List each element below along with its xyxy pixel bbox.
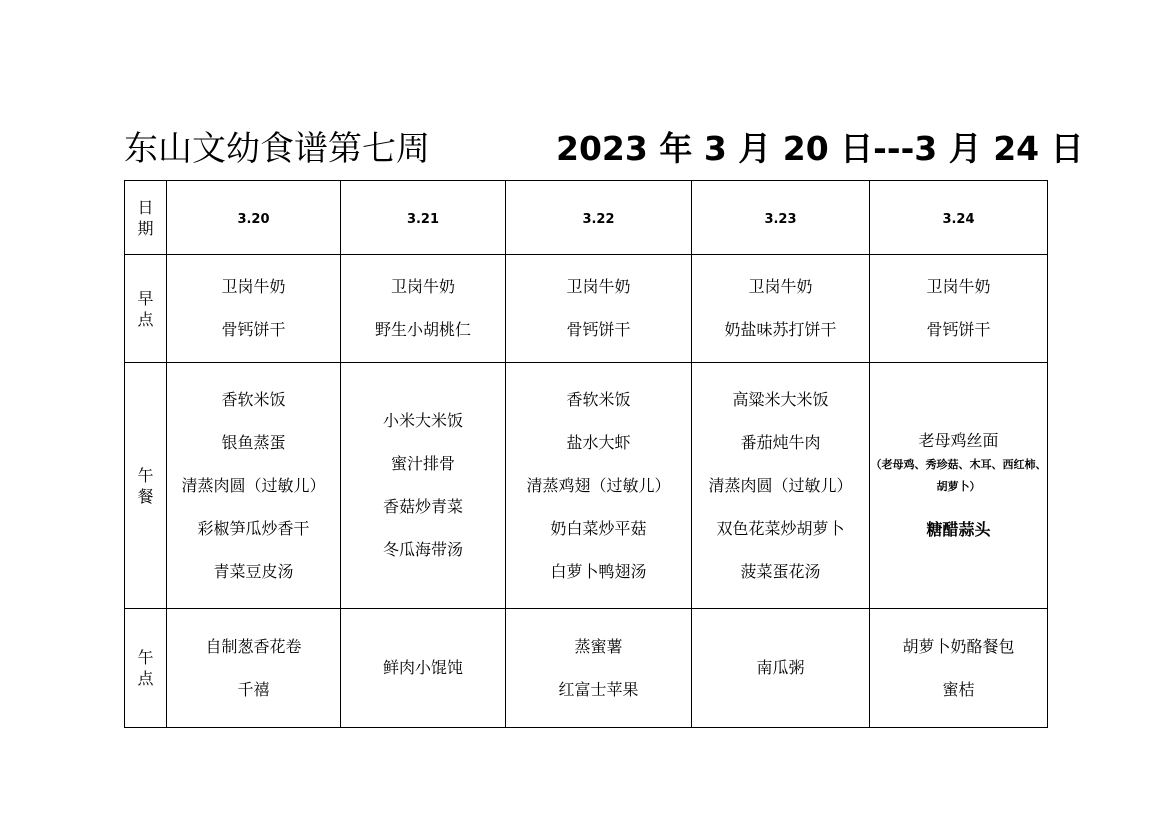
date-text: 3.20 <box>237 212 270 227</box>
dish-item: 高粱米大米饭 <box>732 389 829 409</box>
dish-item: 清蒸鸡翅（过敏儿） <box>526 475 671 495</box>
row-label-lunch <box>125 363 167 609</box>
dish-item: 胡萝卜奶酪餐包 <box>902 636 1015 656</box>
date-cell <box>870 181 1048 255</box>
dish-item: 骨钙饼干 <box>221 320 286 339</box>
breakfast-cell <box>341 255 506 363</box>
snack-cell <box>341 609 506 728</box>
dish-item: 卫岗牛奶 <box>926 277 991 296</box>
menu-table <box>124 180 1048 728</box>
row-label-date <box>125 181 167 255</box>
dish-item: 清蒸肉圆（过敏儿） <box>708 475 853 495</box>
dish-item: 糖醋蒜头 <box>926 520 991 539</box>
snack-row <box>125 609 1048 728</box>
date-cell <box>692 181 870 255</box>
breakfast-row <box>125 255 1048 363</box>
dish-item: 自制葱香花卷 <box>205 636 302 656</box>
dish-item: 卫岗牛奶 <box>566 277 631 296</box>
page-title: 东山文幼食谱第七周 <box>124 129 430 169</box>
dish-item: 蜜桔 <box>942 679 975 699</box>
row-label-text: 午餐 <box>137 465 154 506</box>
dish-item: 白萝卜鸭翅汤 <box>550 561 647 581</box>
date-text: 3.23 <box>764 212 797 227</box>
dish-item: 卫岗牛奶 <box>221 277 286 296</box>
snack-cell <box>506 609 692 728</box>
dish-item: 香软米饭 <box>566 389 631 409</box>
dish-item: 野生小胡桃仁 <box>374 320 471 339</box>
row-label-text: 早点 <box>137 288 154 329</box>
breakfast-cell <box>506 255 692 363</box>
dish-item: 盐水大虾 <box>566 432 631 452</box>
row-label-snack <box>125 609 167 728</box>
row-label-breakfast <box>125 255 167 363</box>
date-text: 3.24 <box>942 212 975 227</box>
dish-item: 千禧 <box>237 679 270 699</box>
dish-item: 骨钙饼干 <box>566 320 631 339</box>
dish-item: 老母鸡丝面 <box>918 431 999 450</box>
dish-item: 奶盐味苏打饼干 <box>724 320 837 339</box>
date-cell <box>167 181 341 255</box>
dish-item: 冬瓜海带汤 <box>382 540 463 559</box>
lunch-cell <box>506 363 692 609</box>
dish-ingredients-note: （老母鸡、秀珍菇、木耳、西红柿、胡萝卜） <box>870 458 1047 493</box>
breakfast-cell <box>167 255 341 363</box>
row-label-text: 午点 <box>137 648 154 688</box>
date-cell <box>506 181 692 255</box>
date-text: 3.22 <box>582 212 615 227</box>
dish-item: 彩椒笋瓜炒香干 <box>197 518 310 538</box>
lunch-cell <box>692 363 870 609</box>
dish-item: 小米大米饭 <box>382 411 463 430</box>
dish-item: 青菜豆皮汤 <box>213 561 294 581</box>
lunch-row <box>125 363 1048 609</box>
date-cell <box>341 181 506 255</box>
dish-item: 蒸蜜薯 <box>574 636 623 656</box>
dish-item: 鲜肉小馄饨 <box>382 658 463 677</box>
snack-cell <box>692 609 870 728</box>
snack-cell <box>167 609 341 728</box>
date-range: 2023 年 3 月 20 日---3 月 24 日 <box>556 129 1084 168</box>
dish-item: 蜜汁排骨 <box>390 454 455 473</box>
dish-item: 奶白菜炒平菇 <box>550 518 647 538</box>
dish-item: 南瓜粥 <box>756 658 805 677</box>
dish-item: 红富士苹果 <box>558 679 639 699</box>
dish-item: 双色花菜炒胡萝卜 <box>716 518 845 538</box>
dish-item: 番茄炖牛肉 <box>740 432 821 452</box>
dish-item: 清蒸肉圆（过敏儿） <box>181 475 326 495</box>
date-row <box>125 181 1048 255</box>
breakfast-cell <box>692 255 870 363</box>
dish-item: 骨钙饼干 <box>926 320 991 339</box>
row-label-text: 日期 <box>137 197 154 238</box>
dish-item: 香软米饭 <box>221 389 286 409</box>
dish-item: 卫岗牛奶 <box>390 277 455 296</box>
lunch-cell <box>341 363 506 609</box>
dish-item: 银鱼蒸蛋 <box>221 432 286 452</box>
dish-item: 香菇炒青菜 <box>382 497 463 516</box>
breakfast-cell <box>870 255 1048 363</box>
lunch-cell <box>870 363 1048 609</box>
dish-item: 卫岗牛奶 <box>748 277 813 296</box>
date-text: 3.21 <box>406 212 440 227</box>
lunch-cell <box>167 363 341 609</box>
snack-cell <box>870 609 1048 728</box>
dish-item: 菠菜蛋花汤 <box>740 561 821 581</box>
